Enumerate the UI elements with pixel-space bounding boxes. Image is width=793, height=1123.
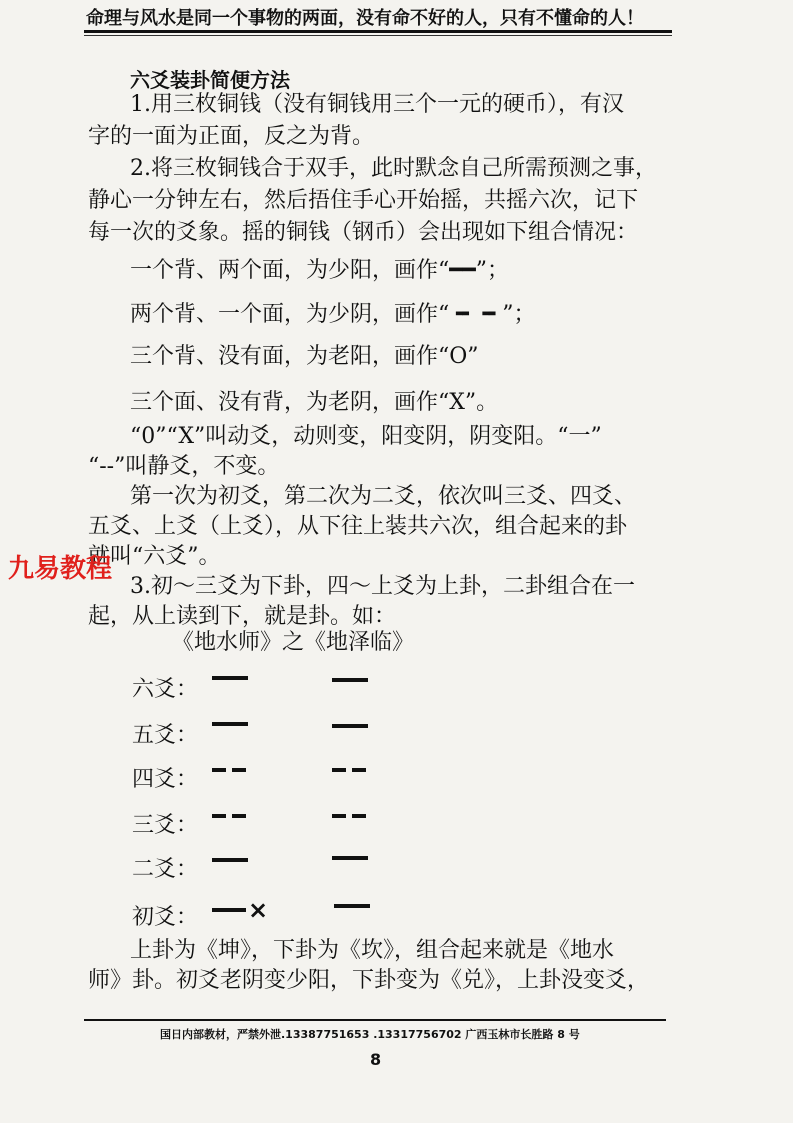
yin-yao-left-4b [232, 768, 246, 772]
paragraph-line: 静心一分钟左右，然后捂住手心开始摇，共摇六次，记下 [88, 188, 639, 213]
paragraph-line: 3.初～三爻为下卦，四～上爻为上卦，二卦组合在一 [130, 574, 635, 599]
yang-yao-left-2 [212, 858, 248, 862]
paragraph-line: 字的一面为正面，反之为背。 [88, 124, 375, 149]
header-rule-thin [84, 35, 672, 36]
yin-yao-left-6 [212, 676, 248, 680]
yin-yao-right-4b [352, 768, 366, 772]
yao-label-3: 三爻： [132, 813, 199, 838]
footer-text: 国日内部教材，严禁外泄.13387751653 .13317756702 广西玉林市长胜路 8 号 [160, 1028, 580, 1041]
paragraph-line: 就叫“六爻”。 [88, 544, 221, 569]
combination-line: 三个背、没有面，为老阳，画作“O” [130, 344, 479, 369]
yin-yao-left-1 [212, 908, 246, 912]
paragraph-line: 每一次的爻象。摇的铜钱（钢币）会出现如下组合情况： [88, 220, 639, 245]
yao-label-5: 五爻： [132, 723, 199, 748]
yin-yao-right-3b [352, 814, 366, 818]
paragraph-line: 1.用三枚铜钱（没有铜钱用三个一元的硬币），有汉 [130, 92, 624, 117]
yao-label-6: 六爻： [132, 677, 199, 702]
paragraph-line: 起，从上读到下，就是卦。如： [88, 604, 397, 629]
yin-yao-left-5 [212, 722, 248, 726]
moving-yao-x-icon: × [248, 896, 269, 924]
paragraph-line: 第一次为初爻，第二次为二爻，依次叫三爻、四爻、 [130, 484, 637, 509]
paragraph-line: “--”叫静爻，不变。 [88, 454, 280, 479]
yin-yao-left-3a [212, 814, 226, 818]
paragraph-line: 上卦为《坤》，下卦为《坎》，组合起来就是《地水 [130, 938, 615, 963]
example-title: 《地水师》之《地泽临》 [172, 630, 415, 655]
yin-yao-right-3a [332, 814, 346, 818]
yin-yao-left-3b [232, 814, 246, 818]
yin-yao-left-4a [212, 768, 226, 772]
yang-yao-right-1 [334, 904, 370, 908]
paragraph-line: “0”“X”叫动爻，动则变，阳变阴，阴变阳。“一” [130, 424, 602, 449]
paragraph-line: 2.将三枚铜钱合于双手，此时默念自己所需预测之事， [130, 156, 657, 181]
running-header: 命理与风水是同一个事物的两面，没有命不好的人，只有不懂命的人！ [86, 8, 644, 29]
yin-yao-right-5 [332, 724, 368, 728]
footer-rule [84, 1019, 666, 1021]
paragraph-line: 师》卦。初爻老阴变少阳，下卦变为《兑》，上卦没变爻， [88, 968, 650, 993]
yao-label-1: 初爻： [132, 905, 199, 930]
yang-yao-right-2 [332, 856, 368, 860]
paragraph-line: 五爻、上爻（上爻），从下往上装共六次，组合起来的卦 [88, 514, 628, 539]
section-title: 六爻装卦简便方法 [130, 68, 290, 92]
header-rule [84, 30, 672, 33]
combination-line: 两个背、一个面，为少阴，画作“╺╸╺╸”； [130, 302, 536, 327]
yin-yao-right-4a [332, 768, 346, 772]
yin-yao-right-6 [332, 678, 368, 682]
yao-label-4: 四爻： [132, 767, 199, 792]
yao-label-2: 二爻： [132, 857, 199, 882]
combination-line: 一个背、两个面，为少阳，画作“━━”； [130, 258, 509, 283]
combination-line: 三个面、没有背，为老阴，画作“X”。 [130, 390, 499, 415]
page-number: 8 [370, 1050, 382, 1069]
watermark-logo: 九易教程 [8, 554, 113, 584]
